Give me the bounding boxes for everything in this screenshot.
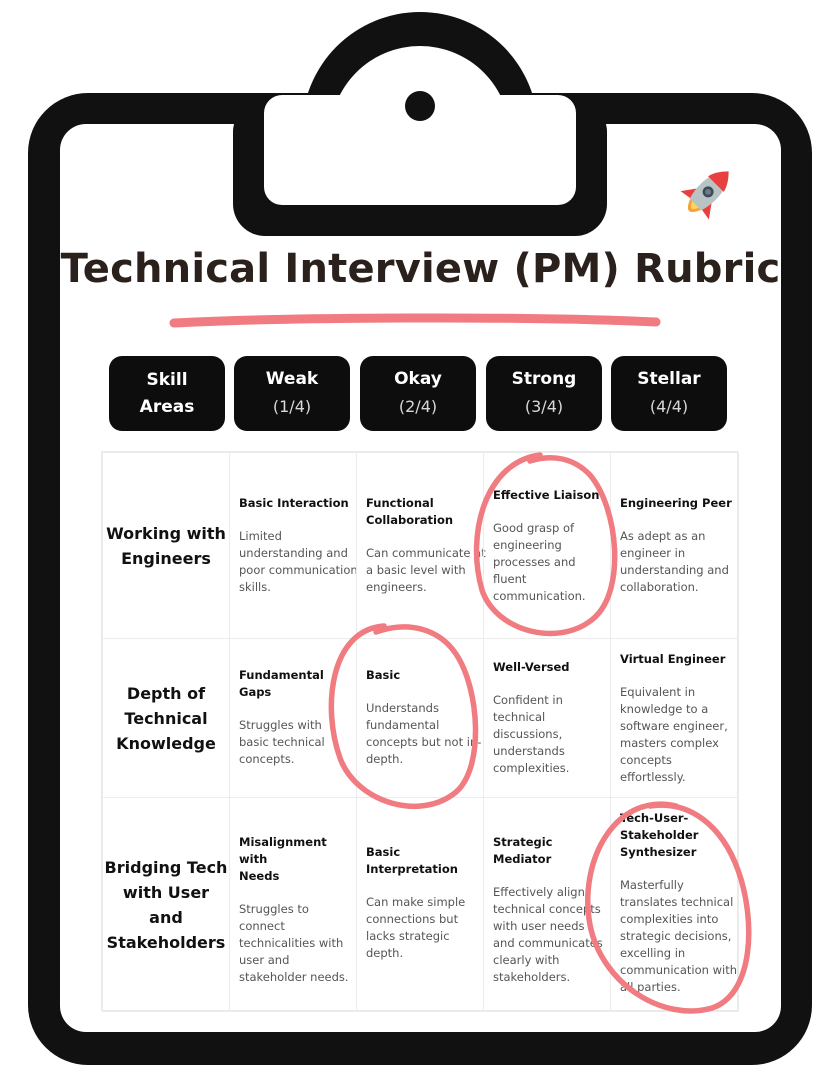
level-title-line: Fundamental — [239, 668, 324, 682]
rubric-cell — [356, 638, 484, 798]
rubric-grid — [101, 451, 738, 1011]
level-title-line: Virtual Engineer — [620, 652, 726, 666]
level-description-line: Limited — [239, 529, 282, 543]
level-description-line: with user needs — [493, 919, 585, 933]
header-score: (2/4) — [398, 397, 438, 416]
rubric-cell — [229, 638, 357, 798]
level-description-line: concepts but not in- — [366, 735, 482, 749]
skill-area-label — [106, 521, 226, 571]
level-description — [620, 684, 732, 786]
level-title — [620, 651, 732, 668]
header-skill-areas — [109, 356, 225, 431]
level-description-line: skills. — [239, 580, 271, 594]
header-weak — [234, 356, 350, 431]
header-okay — [360, 356, 476, 431]
level-description-line: fundamental — [366, 718, 440, 732]
level-description — [366, 894, 477, 962]
area-working-with-engineers — [102, 452, 230, 639]
level-description-line: basic technical — [239, 735, 325, 749]
level-title-line: Functional — [366, 496, 434, 510]
level-description-line: Effectively aligns — [493, 885, 591, 899]
level-title — [493, 834, 604, 868]
header-stellar — [611, 356, 727, 431]
level-description-line: Equivalent in — [620, 685, 696, 699]
level-description-line: user and — [239, 953, 290, 967]
level-description-line: communication. — [493, 589, 586, 603]
level-title — [366, 667, 477, 684]
level-description-line: excelling in — [620, 946, 686, 960]
level-description-line: Struggles to — [239, 902, 309, 916]
header-label: Strong — [511, 369, 577, 389]
level-description-line: Struggles with — [239, 718, 322, 732]
level-title — [620, 810, 732, 861]
level-description-line: Masterfully — [620, 878, 684, 892]
title-underline — [168, 312, 662, 334]
level-description-line: knowledge to a — [620, 702, 709, 716]
level-title — [493, 487, 604, 504]
level-description-line: fluent — [493, 572, 527, 586]
level-title-line: Synthesizer — [620, 845, 697, 859]
level-title-line: Tech-User- — [620, 811, 689, 825]
level-description — [493, 884, 604, 986]
skill-area-line: with User — [122, 882, 210, 902]
level-title — [239, 495, 350, 512]
skill-area-line: Bridging Tech — [104, 857, 228, 877]
level-description — [493, 692, 604, 777]
header-label: Skill — [146, 369, 188, 390]
level-description-line: masters complex — [620, 736, 719, 750]
skill-area-line: Technical — [124, 708, 208, 728]
level-title-line: Effective Liaison — [493, 488, 600, 502]
area-depth-of-technical-knowledge — [102, 638, 230, 798]
level-description-line: Good grasp of — [493, 521, 575, 535]
level-title-line: Collaboration — [366, 513, 454, 527]
level-description-line: clearly with — [493, 953, 560, 967]
rubric-cell — [229, 797, 357, 1012]
header-label: Stellar — [637, 369, 701, 389]
level-description-line: discussions, — [493, 727, 563, 741]
skill-area-line: Stakeholders — [106, 932, 226, 952]
level-description-line: and communicates — [493, 936, 603, 950]
rubric-cell — [356, 452, 484, 639]
rubric-cell — [483, 638, 611, 798]
level-description-line: engineering — [493, 538, 562, 552]
level-title — [620, 495, 732, 512]
level-description-line: Can communicate at — [366, 546, 486, 560]
level-description — [493, 520, 604, 605]
level-title-line: Basic — [366, 845, 401, 859]
skill-area-line: Engineers — [121, 548, 211, 568]
level-title — [366, 495, 477, 529]
level-title-line: Gaps — [239, 685, 272, 699]
clipboard-clip-hole — [405, 91, 435, 121]
level-title-line: Basic Interaction — [239, 496, 349, 510]
level-title — [366, 844, 477, 878]
rocket-icon — [672, 162, 740, 226]
level-description-line: complexities. — [493, 761, 570, 775]
skill-area-line: Knowledge — [116, 733, 216, 753]
level-description-line: engineers. — [366, 580, 427, 594]
level-description-line: technicalities with — [239, 936, 344, 950]
level-title-line: Misalignment with — [239, 835, 327, 866]
skill-area-label — [105, 855, 228, 955]
rubric-cell — [610, 452, 739, 639]
skill-area-line: and — [149, 907, 183, 927]
level-description-line: understands — [493, 744, 565, 758]
level-description-line: technical concepts — [493, 902, 601, 916]
level-description-line: Understands — [366, 701, 439, 715]
rubric-cell — [483, 797, 611, 1012]
level-description-line: lacks strategic — [366, 929, 450, 943]
header-label-line2: Areas — [139, 396, 195, 417]
level-description-line: technical — [493, 710, 546, 724]
level-title-line: Strategic Mediator — [493, 835, 553, 866]
header-score: (3/4) — [524, 397, 564, 416]
level-title — [239, 667, 350, 701]
level-description-line: software engineer, — [620, 719, 728, 733]
level-description-line: effortlessly. — [620, 770, 686, 784]
level-description-line: all parties. — [620, 980, 681, 994]
level-title-line: Stakeholder — [620, 828, 699, 842]
level-description — [239, 528, 358, 596]
area-bridging-tech — [102, 797, 230, 1012]
level-description-line: connections but — [366, 912, 459, 926]
rubric-cell — [610, 638, 739, 798]
level-description-line: depth. — [366, 752, 404, 766]
rubric-cell — [610, 797, 739, 1012]
level-title — [493, 659, 604, 676]
level-title-line: Interpretation — [366, 862, 458, 876]
header-label: Okay — [394, 369, 442, 389]
level-title-line: Well-Versed — [493, 660, 570, 674]
level-description-line: translates technical — [620, 895, 734, 909]
rubric-cell — [483, 452, 611, 639]
page-title: Technical Interview (PM) Rubric — [60, 246, 781, 292]
rubric-cell — [229, 452, 357, 639]
rubric-cell — [356, 797, 484, 1012]
level-description-line: depth. — [366, 946, 404, 960]
level-description-line: communication with — [620, 963, 737, 977]
level-title-line: Basic — [366, 668, 401, 682]
header-strong — [486, 356, 602, 431]
level-description-line: strategic decisions, — [620, 929, 732, 943]
level-title — [239, 834, 350, 885]
level-description-line: complexities into — [620, 912, 719, 926]
level-description — [620, 877, 737, 996]
level-description — [239, 717, 350, 768]
level-description — [366, 545, 486, 596]
skill-area-label — [116, 681, 216, 756]
level-description — [366, 700, 482, 768]
level-description-line: understanding and — [239, 546, 348, 560]
level-description-line: understanding and — [620, 563, 729, 577]
level-description — [620, 528, 732, 596]
level-description-line: concepts — [620, 753, 672, 767]
level-title-line: Needs — [239, 869, 280, 883]
level-description-line: a basic level with — [366, 563, 466, 577]
level-description-line: processes and — [493, 555, 576, 569]
level-description — [239, 901, 350, 986]
level-title-line: Engineering Peer — [620, 496, 732, 510]
level-description-line: engineer in — [620, 546, 686, 560]
level-description-line: Can make simple — [366, 895, 466, 909]
level-description-line: poor communication — [239, 563, 358, 577]
level-description-line: Confident in — [493, 693, 563, 707]
level-description-line: concepts. — [239, 752, 295, 766]
skill-area-line: Depth of — [126, 683, 206, 703]
skill-area-line: Working with — [106, 523, 226, 543]
header-label: Weak — [265, 369, 319, 389]
level-description-line: stakeholder needs. — [239, 970, 349, 984]
level-description-line: stakeholders. — [493, 970, 571, 984]
level-description-line: collaboration. — [620, 580, 699, 594]
level-description-line: connect — [239, 919, 285, 933]
level-description-line: As adept as an — [620, 529, 706, 543]
header-score: (4/4) — [649, 397, 689, 416]
header-score: (1/4) — [272, 397, 312, 416]
